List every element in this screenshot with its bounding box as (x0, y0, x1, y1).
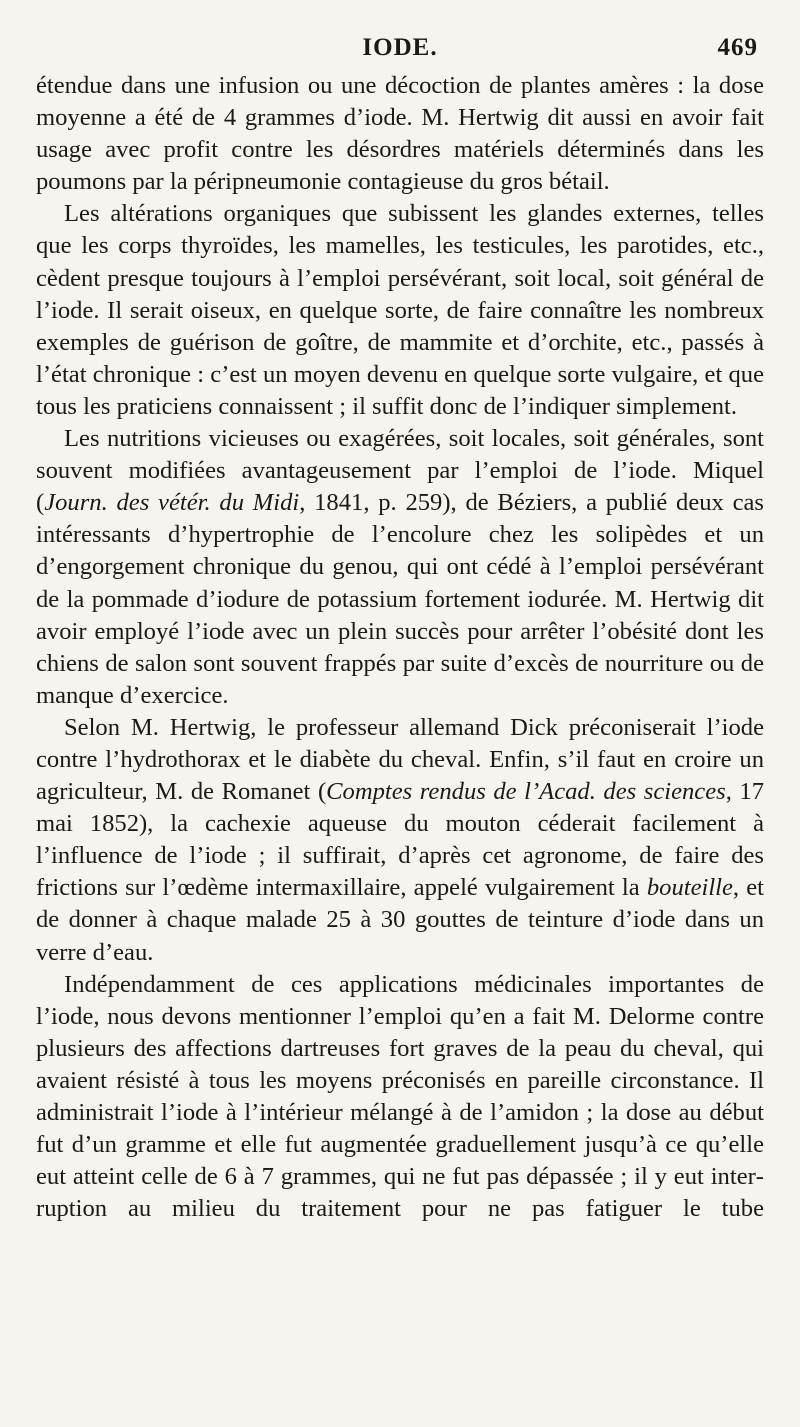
italic-citation: bouteille (646, 874, 733, 902)
paragraph (36, 712, 764, 969)
italic-citation: Journ. des vétér. du Midi (44, 489, 300, 517)
text-run: , 17 mai 1852), la cachexie aqueuse du mouton céderait facilement à l’influence de l’iode ; il suffirait, d’après cet agronome, de faire des frictions sur l’œdème intermaxillaire, appelé vulgairement la (36, 778, 764, 902)
running-title: IODE. (362, 34, 438, 61)
text-run: , 1841, p. 259), de Béziers, a publié deux cas intéressants d’hypertrophie de l’encolure chez les solipèdes et un d’engorgement chronique du genou, qui ont cédé à l’emploi persévérant de la pommade d’iodure de potassium fortement iodurée. M. Hertwig dit avoir employé l’iode avec un plein succès pour arrêter l’obésité dont les chiens de salon sont souvent frappés par suite d’excès de nourriture ou de manque d’exercice. (36, 489, 764, 709)
body-text (36, 70, 764, 1225)
text-run: , et de donner à chaque malade 25 à 30 gouttes de teinture d’iode dans un verre d’eau. (36, 874, 764, 966)
text-run: Les altérations organiques que subissent les glandes externes, telles que les corps thyroïdes, les mamelles, les testicules, les parotides, etc., cèdent presque toujours à l’emploi persévérant, soit local, soit général de l’iode. Il serait oiseux, en quelque sorte, de faire connaître les nombreux exemples de guérison de goître, de mammite et d’orchite, etc., passés à l’état chronique : c’est un moyen devenu en quelque sorte vulgaire, et que tous les praticiens connaissent ; il suffit donc de l’indiquer simplement. (36, 200, 764, 420)
paragraph (36, 423, 764, 712)
text-run: Les nutritions vicieuses ou exagérées, soit locales, soit générales, sont souvent modifiées avantageusement par l’emploi de l’iode. Miquel ( (36, 425, 764, 517)
page-number: 469 (717, 34, 758, 61)
text-run: Indépendamment de ces applications médicinales importantes de l’iode, nous devons mentionner l’emploi qu’en a fait M. Delorme contre plusieurs des affections dartreuses fort graves de la peau du cheval, qui avaient résisté à tous les moyens préconisés en pareille circonstance. Il administrait l’iode à l’intérieur mélangé à de l’amidon ; la dose au début fut d’un gramme et elle fut augmentée graduellement jusqu’à ce qu’elle eut atteint celle de 6 à 7 grammes, qui ne fut pas dépassée ; il y eut interruption au milieu du traitement pour ne pas fatiguer le tube (36, 970, 764, 1223)
text-run: étendue dans une infusion ou une décoction de plantes amères : la dose moyenne a été de 4 grammes d’iode. M. Hertwig dit aussi en avoir fait usage avec profit contre les désordres matériels déterminés dans les poumons par la péripneumonie contagieuse du gros bétail. (36, 72, 764, 196)
running-head (36, 30, 764, 70)
italic-citation: Comptes rendus de l’Acad. des sciences (326, 778, 726, 806)
book-page (36, 30, 764, 1420)
paragraph (36, 198, 764, 423)
paragraph (36, 70, 764, 198)
paragraph (36, 969, 764, 1226)
text-run: Selon M. Hertwig, le professeur allemand Dick préconiserait l’iode contre l’hydrothorax et le diabète du cheval. Enfin, s’il faut en croire un agriculteur, M. de Romanet ( (36, 713, 764, 806)
